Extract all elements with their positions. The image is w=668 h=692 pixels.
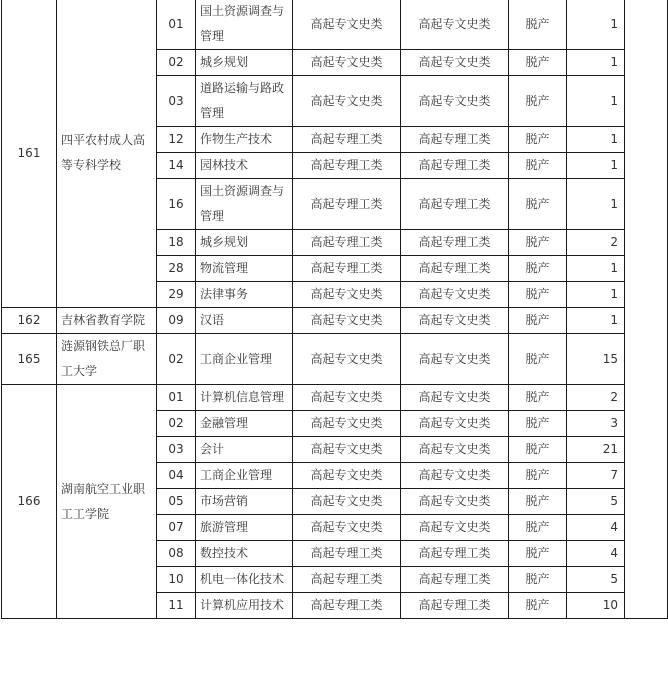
major-name: 金融管理	[196, 411, 293, 437]
school-code: 166	[2, 385, 57, 619]
table-row	[2, 0, 668, 50]
major-code: 01	[157, 0, 196, 50]
study-mode: 脱产	[509, 308, 567, 334]
category-cell: 高起专文史类	[401, 463, 509, 489]
enrollment-table-body	[2, 0, 668, 619]
major-name: 工商企业管理	[196, 334, 293, 385]
category-cell: 高起专文史类	[401, 411, 509, 437]
level-cell: 高起专理工类	[293, 256, 401, 282]
category-cell: 高起专文史类	[401, 334, 509, 385]
major-code: 10	[157, 567, 196, 593]
enroll-count: 1	[567, 179, 625, 230]
major-name: 作物生产技术	[196, 127, 293, 153]
enroll-count: 4	[567, 515, 625, 541]
major-code: 07	[157, 515, 196, 541]
category-cell: 高起专文史类	[401, 515, 509, 541]
major-name: 市场营销	[196, 489, 293, 515]
study-mode: 脱产	[509, 437, 567, 463]
major-code: 02	[157, 334, 196, 385]
level-cell: 高起专文史类	[293, 463, 401, 489]
enroll-count: 1	[567, 153, 625, 179]
school-code: 161	[2, 0, 57, 308]
major-code: 28	[157, 256, 196, 282]
study-mode: 脱产	[509, 489, 567, 515]
study-mode: 脱产	[509, 334, 567, 385]
school-code: 162	[2, 308, 57, 334]
study-mode: 脱产	[509, 385, 567, 411]
major-name: 城乡规划	[196, 230, 293, 256]
study-mode: 脱产	[509, 0, 567, 50]
level-cell: 高起专理工类	[293, 153, 401, 179]
level-cell: 高起专理工类	[293, 230, 401, 256]
major-name: 计算机信息管理	[196, 385, 293, 411]
category-cell: 高起专理工类	[401, 256, 509, 282]
category-cell: 高起专理工类	[401, 541, 509, 567]
level-cell: 高起专理工类	[293, 567, 401, 593]
major-name: 物流管理	[196, 256, 293, 282]
category-cell: 高起专理工类	[401, 127, 509, 153]
enroll-count: 1	[567, 256, 625, 282]
major-code: 18	[157, 230, 196, 256]
major-name: 计算机应用技术	[196, 593, 293, 619]
school-name: 四平农村成人高等专科学校	[57, 0, 157, 308]
school-name: 吉林省教育学院	[57, 308, 157, 334]
major-code: 04	[157, 463, 196, 489]
major-code: 03	[157, 437, 196, 463]
study-mode: 脱产	[509, 567, 567, 593]
enrollment-table	[1, 0, 668, 619]
major-name: 道路运输与路政管理	[196, 76, 293, 127]
major-name: 汉语	[196, 308, 293, 334]
major-code: 02	[157, 411, 196, 437]
major-code: 01	[157, 385, 196, 411]
study-mode: 脱产	[509, 179, 567, 230]
major-code: 16	[157, 179, 196, 230]
study-mode: 脱产	[509, 50, 567, 76]
enroll-count: 21	[567, 437, 625, 463]
level-cell: 高起专文史类	[293, 76, 401, 127]
major-name: 城乡规划	[196, 50, 293, 76]
major-code: 12	[157, 127, 196, 153]
level-cell: 高起专文史类	[293, 334, 401, 385]
table-row	[2, 308, 668, 334]
school-name: 湖南航空工业职工工学院	[57, 385, 157, 619]
enroll-count: 4	[567, 541, 625, 567]
major-code: 11	[157, 593, 196, 619]
category-cell: 高起专文史类	[401, 437, 509, 463]
study-mode: 脱产	[509, 593, 567, 619]
category-cell: 高起专理工类	[401, 153, 509, 179]
enroll-count: 1	[567, 76, 625, 127]
major-name: 旅游管理	[196, 515, 293, 541]
enroll-count: 1	[567, 0, 625, 50]
level-cell: 高起专文史类	[293, 489, 401, 515]
table-row	[2, 334, 668, 385]
study-mode: 脱产	[509, 515, 567, 541]
enroll-count: 5	[567, 567, 625, 593]
enroll-count: 1	[567, 282, 625, 308]
level-cell: 高起专理工类	[293, 541, 401, 567]
enroll-count: 2	[567, 230, 625, 256]
school-name: 涟源钢铁总厂职工大学	[57, 334, 157, 385]
category-cell: 高起专文史类	[401, 308, 509, 334]
study-mode: 脱产	[509, 76, 567, 127]
study-mode: 脱产	[509, 463, 567, 489]
category-cell: 高起专文史类	[401, 50, 509, 76]
level-cell: 高起专文史类	[293, 515, 401, 541]
enroll-count: 1	[567, 308, 625, 334]
level-cell: 高起专理工类	[293, 593, 401, 619]
table-row	[2, 385, 668, 411]
major-code: 02	[157, 50, 196, 76]
enroll-count: 15	[567, 334, 625, 385]
level-cell: 高起专文史类	[293, 437, 401, 463]
enroll-count: 2	[567, 385, 625, 411]
major-name: 数控技术	[196, 541, 293, 567]
category-cell: 高起专文史类	[401, 0, 509, 50]
level-cell: 高起专文史类	[293, 411, 401, 437]
level-cell: 高起专文史类	[293, 308, 401, 334]
major-name: 会计	[196, 437, 293, 463]
major-name: 工商企业管理	[196, 463, 293, 489]
enroll-count: 7	[567, 463, 625, 489]
category-cell: 高起专文史类	[401, 489, 509, 515]
enroll-count: 1	[567, 127, 625, 153]
level-cell: 高起专理工类	[293, 179, 401, 230]
category-cell: 高起专理工类	[401, 567, 509, 593]
enroll-count: 1	[567, 50, 625, 76]
category-cell: 高起专理工类	[401, 179, 509, 230]
major-name: 法律事务	[196, 282, 293, 308]
major-name: 国土资源调查与管理	[196, 179, 293, 230]
study-mode: 脱产	[509, 256, 567, 282]
study-mode: 脱产	[509, 127, 567, 153]
major-code: 14	[157, 153, 196, 179]
school-code: 165	[2, 334, 57, 385]
major-code: 08	[157, 541, 196, 567]
category-cell: 高起专理工类	[401, 230, 509, 256]
major-code: 09	[157, 308, 196, 334]
major-code: 05	[157, 489, 196, 515]
study-mode: 脱产	[509, 411, 567, 437]
study-mode: 脱产	[509, 282, 567, 308]
major-name: 机电一体化技术	[196, 567, 293, 593]
major-code: 29	[157, 282, 196, 308]
level-cell: 高起专文史类	[293, 282, 401, 308]
category-cell: 高起专文史类	[401, 76, 509, 127]
enroll-count: 3	[567, 411, 625, 437]
study-mode: 脱产	[509, 230, 567, 256]
category-cell: 高起专文史类	[401, 385, 509, 411]
level-cell: 高起专文史类	[293, 50, 401, 76]
enroll-count: 5	[567, 489, 625, 515]
major-name: 国土资源调查与管理	[196, 0, 293, 50]
study-mode: 脱产	[509, 153, 567, 179]
level-cell: 高起专文史类	[293, 0, 401, 50]
category-cell: 高起专文史类	[401, 282, 509, 308]
category-cell: 高起专理工类	[401, 593, 509, 619]
level-cell: 高起专理工类	[293, 127, 401, 153]
major-name: 园林技术	[196, 153, 293, 179]
study-mode: 脱产	[509, 541, 567, 567]
enroll-count: 10	[567, 593, 625, 619]
blank-column	[625, 0, 668, 619]
level-cell: 高起专文史类	[293, 385, 401, 411]
major-code: 03	[157, 76, 196, 127]
